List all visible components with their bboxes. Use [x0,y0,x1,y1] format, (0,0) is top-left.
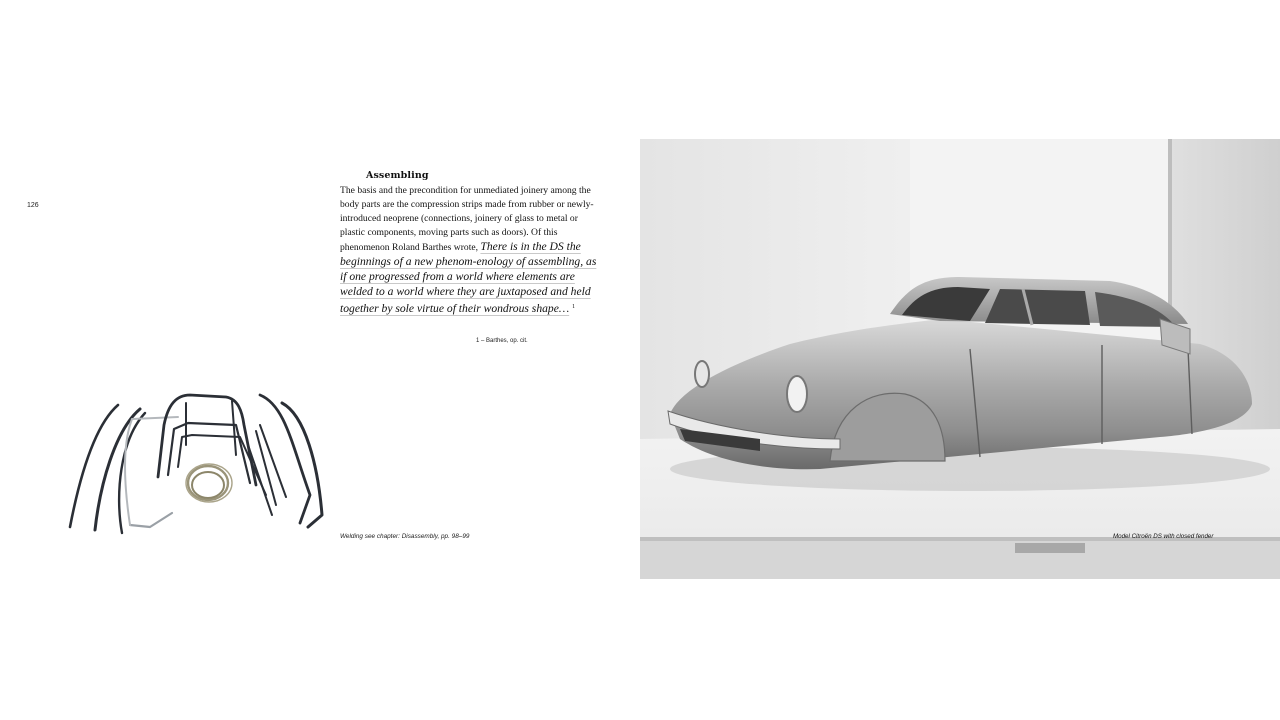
photo-caption: Model Citroën DS with closed fender [1113,533,1214,540]
car-model-photo [640,139,1280,579]
compression-strips-image [60,385,335,545]
text-column [340,170,602,317]
barthes-quote: There is in the DS the beginnings of a new phenom-enology of assembling, as if one progressed from a world where elements are welded to a world where they are juxtaposed and held together by sole virtue of their wondrous shape… [340,240,597,316]
page-number: 126 [27,202,39,209]
section-heading: Assembling [366,170,429,181]
footnote-marker: 1 [572,304,576,310]
body-text: The basis and the precondition for unmediated joinery among the body parts are the compression strips made from rubber or newly-introduced neoprene (connections, joinery of glass to metal or plastic components, moving parts such as doors). Of this phenomenon Roland Barthes wrote, [340,185,594,253]
footnote: 1 – Barthes, op. cit. [476,338,528,344]
strips-caption: Welding see chapter: Disassembly, pp. 98–99 [340,533,470,540]
body-paragraph [340,184,602,317]
